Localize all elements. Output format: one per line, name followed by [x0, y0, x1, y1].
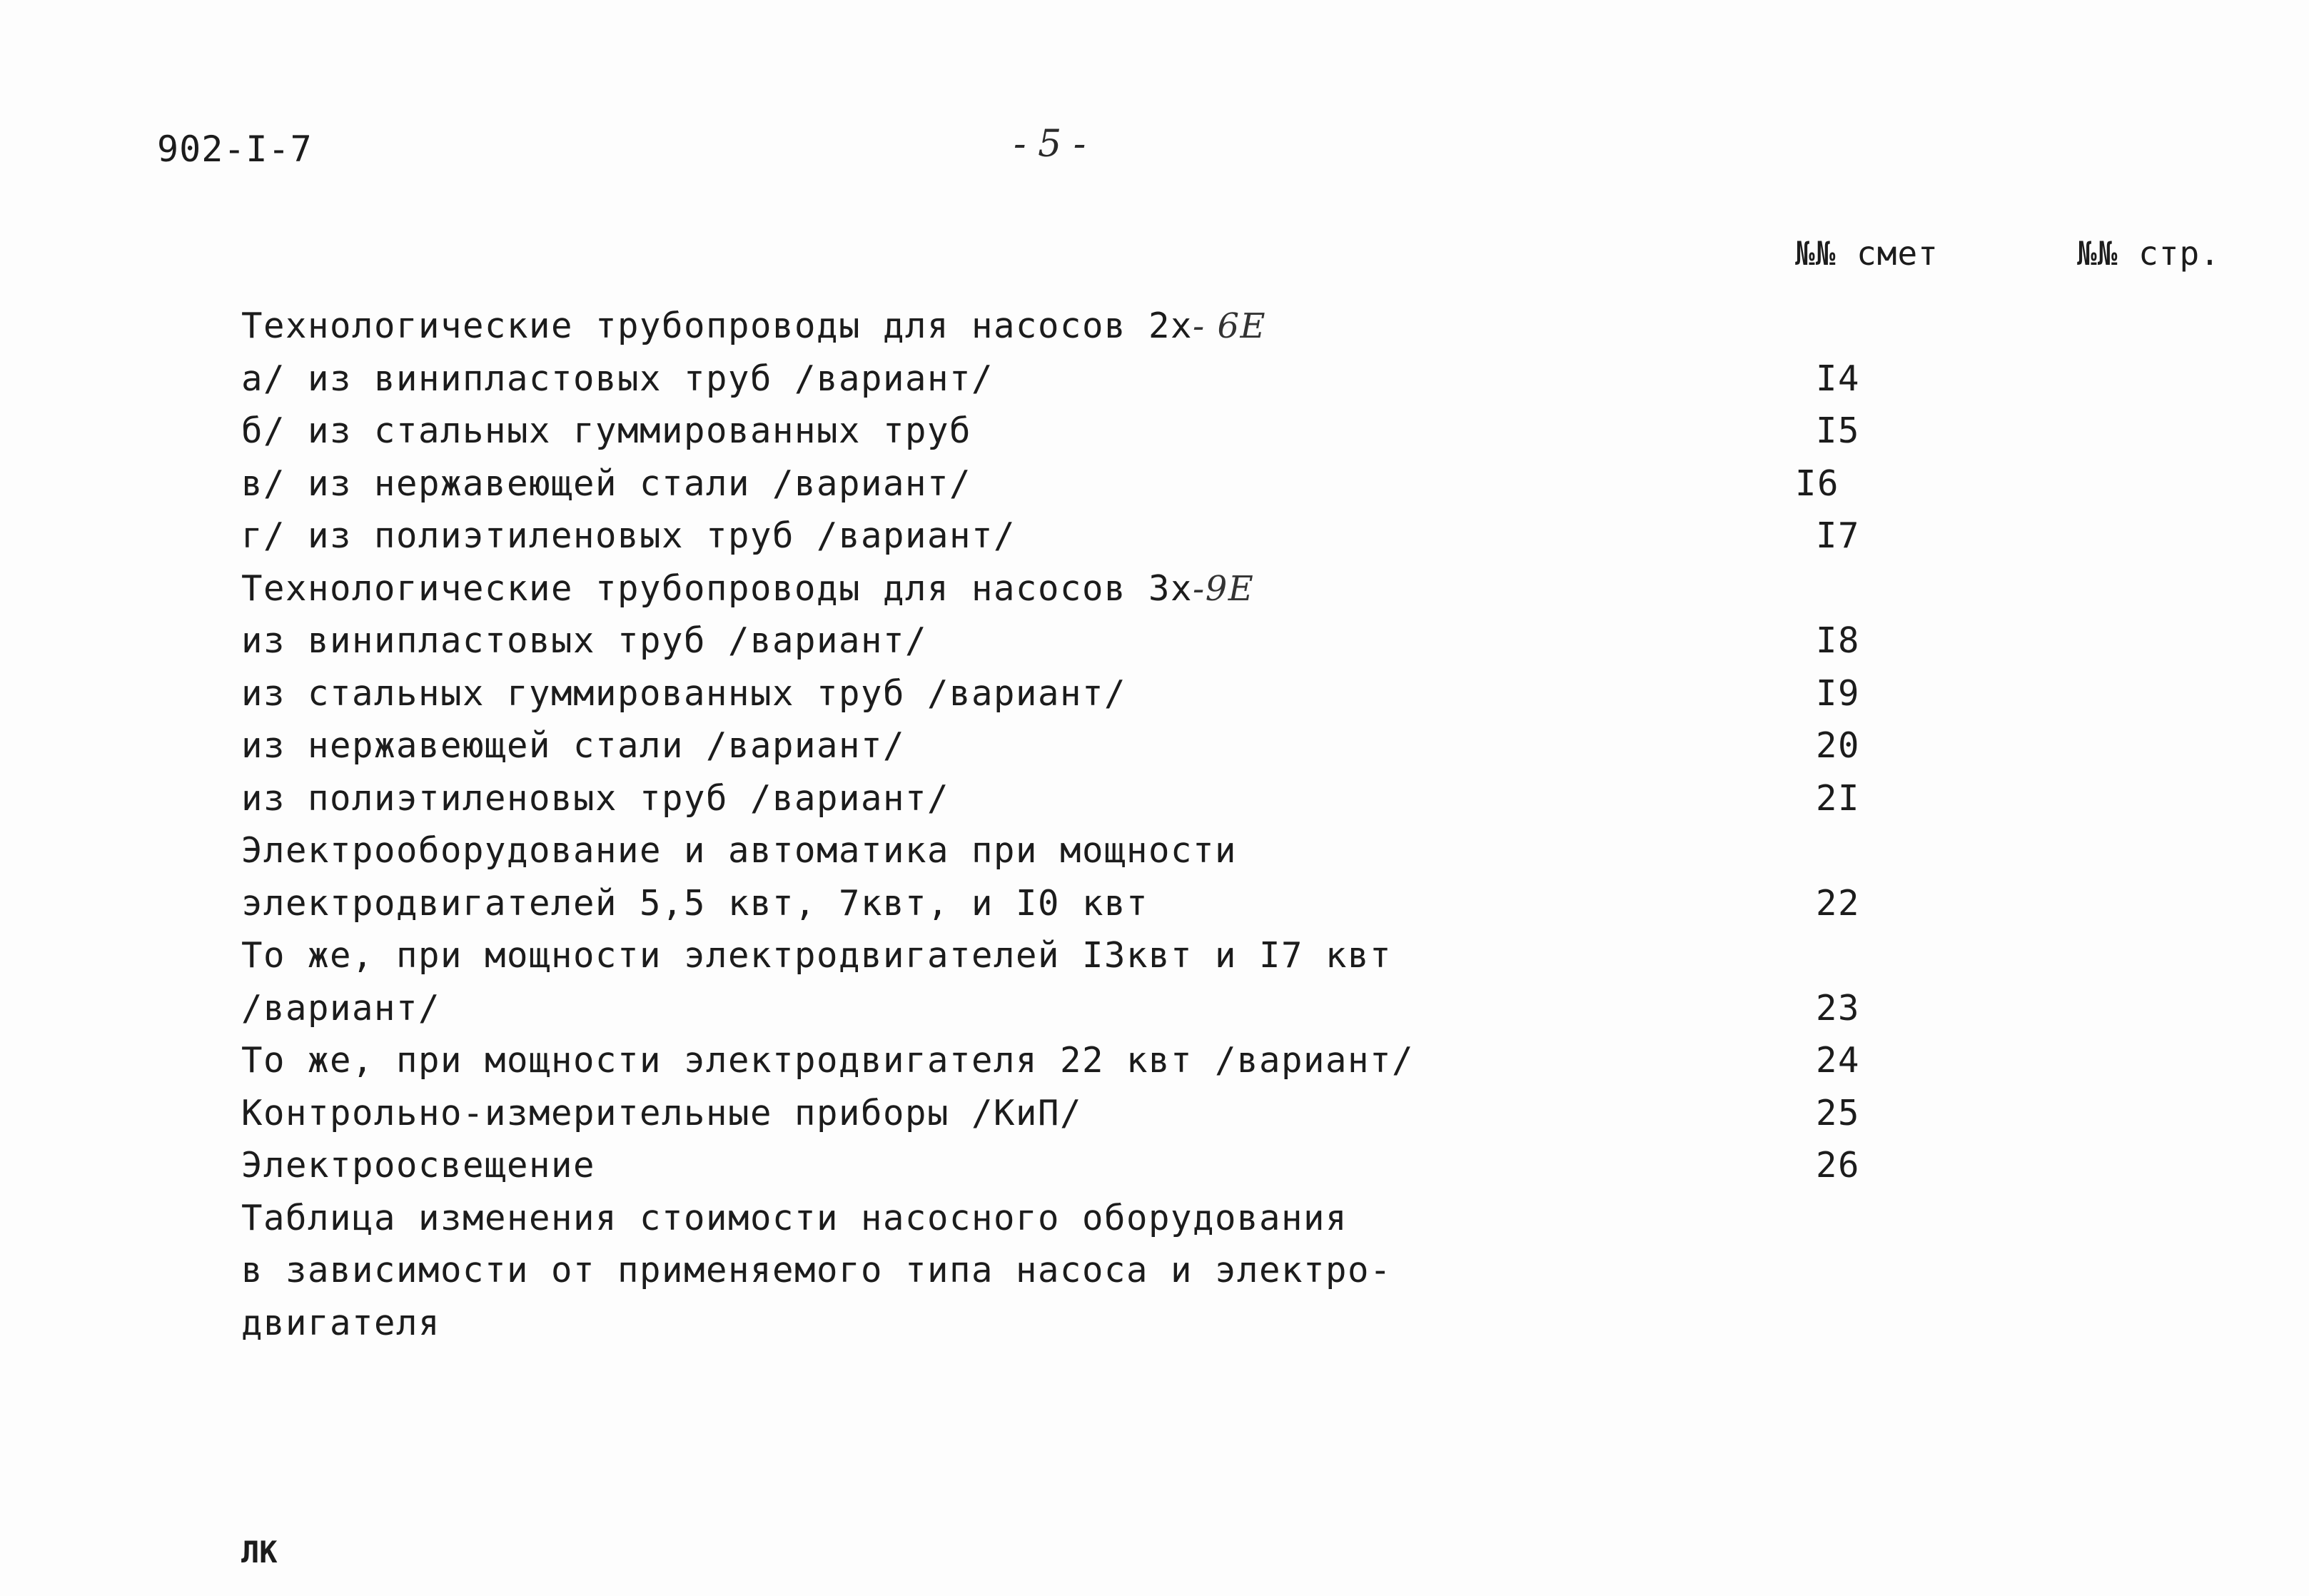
list-item-text: Контрольно-измерительные приборы /КиП/	[241, 1092, 1083, 1133]
handwritten-note: - 6Е	[1193, 306, 1267, 346]
list-item	[241, 982, 1883, 1035]
estimate-number: 22	[1815, 882, 1860, 924]
list-item	[241, 929, 1883, 982]
list-item	[241, 562, 1883, 615]
list-item	[241, 615, 1883, 667]
list-item-text: Электроосвещение	[241, 1145, 596, 1186]
estimate-number: I4	[1815, 358, 1860, 399]
list-item-text: /вариант/	[241, 987, 441, 1029]
list-item-text: в зависимости от применяемого типа насоса и электро-	[241, 1250, 1393, 1291]
list-item	[241, 1192, 1883, 1245]
list-item-text: То же, при мощности электродвигателей I3квт и I7 квт	[241, 935, 1393, 976]
list-item-text: То же, при мощности электродвигателя 22 квт /вариант/	[241, 1040, 1415, 1081]
list-item-text: г/ из полиэтиленовых труб /вариант/	[241, 515, 1016, 556]
estimate-number: 26	[1815, 1145, 1860, 1186]
estimate-number: I7	[1815, 515, 1860, 556]
list-item-text: Технологические трубопроводы для насосов 3х-9Е	[241, 567, 1255, 609]
estimate-number: I5	[1815, 410, 1860, 451]
footer-initials: ЛК	[241, 1535, 278, 1570]
list-item-text: из винипластовых труб /вариант/	[241, 620, 928, 661]
list-item-text: б/ из стальных гуммированных труб	[241, 410, 972, 451]
list-item	[241, 1087, 1883, 1140]
list-item	[241, 1034, 1883, 1087]
list-item	[241, 667, 1883, 720]
list-item	[241, 1139, 1883, 1192]
list-item-text: из стальных гуммированных труб /вариант/	[241, 672, 1127, 714]
estimate-number: 2I	[1815, 777, 1860, 819]
list-item	[241, 719, 1883, 772]
list-item	[241, 353, 1883, 405]
estimate-number: I9	[1815, 672, 1860, 714]
list-item-text: двигателя	[241, 1302, 441, 1343]
estimate-number: 25	[1815, 1092, 1860, 1133]
list-item-text: в/ из нержавеющей стали /вариант/	[241, 463, 972, 504]
column-header-estimates: №№ смет	[1795, 234, 1939, 273]
list-item-text: а/ из винипластовых труб /вариант/	[241, 358, 994, 399]
estimate-number: I6	[1794, 463, 1839, 504]
document-code: 902-I-7	[157, 128, 313, 170]
list-item	[241, 877, 1883, 930]
list-item	[241, 405, 1883, 458]
column-header-pages: №№ стр.	[2077, 234, 2220, 273]
list-item	[241, 1297, 1883, 1350]
list-item	[241, 300, 1883, 353]
contents-list	[241, 300, 1883, 1349]
list-item-text: электродвигателей 5,5 квт, 7квт, и I0 квт	[241, 882, 1149, 924]
list-item	[241, 510, 1883, 562]
list-item	[241, 458, 1883, 510]
list-item-text: Технологические трубопроводы для насосов 2х- 6Е	[241, 305, 1267, 346]
list-item-text: из полиэтиленовых труб /вариант/	[241, 777, 950, 819]
list-item-text: Электрооборудование и автоматика при мощности	[241, 830, 1238, 871]
list-item-text: Таблица изменения стоимости насосного оборудования	[241, 1197, 1348, 1238]
handwritten-note: -9Е	[1193, 568, 1255, 609]
list-item	[241, 1244, 1883, 1297]
list-item-text: из нержавеющей стали /вариант/	[241, 725, 906, 766]
estimate-number: 23	[1815, 987, 1860, 1029]
estimate-number: 24	[1815, 1040, 1860, 1081]
list-item	[241, 824, 1883, 877]
estimate-number: 20	[1815, 725, 1860, 766]
estimate-number: I8	[1815, 620, 1860, 661]
list-item	[241, 772, 1883, 825]
page-number: - 5 -	[1014, 123, 1086, 166]
